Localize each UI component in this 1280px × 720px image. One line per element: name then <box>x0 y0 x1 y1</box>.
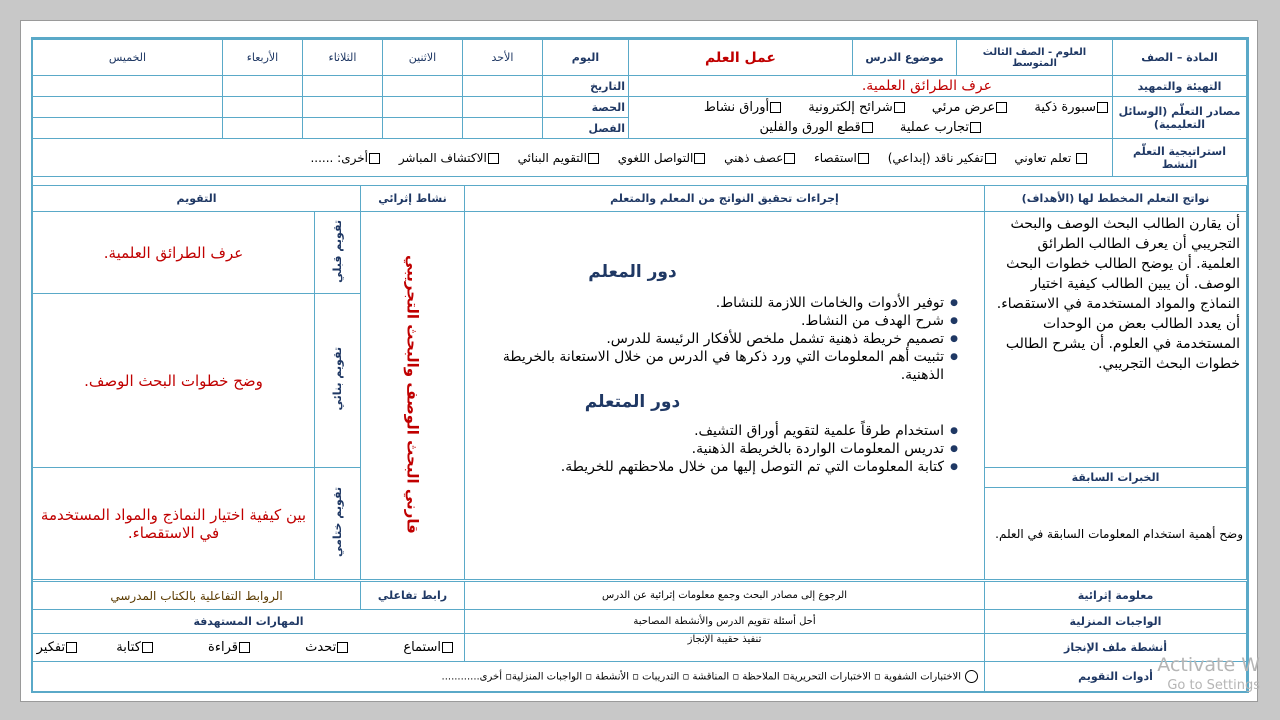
lesson-plan-frame <box>31 37 1249 693</box>
checkbox-icon[interactable] <box>970 122 981 133</box>
intro-label: التهيئة والتمهيد <box>1113 76 1247 97</box>
resources-label: مصادر التعلّم (الوسائل التعليمية) <box>1113 97 1247 139</box>
homework-label: الواجبات المنزلية <box>985 610 1247 634</box>
tools-text: الاختبارات الشفوية ▫ الاختبارات التحريرية▫ الملاحظة ▫ المناقشة ▫ التدريبات ▫ الأنشطة ▫ الواجبات المنزلية▫ أخرى............ <box>441 671 961 683</box>
assessment-label-final: تقويم ختامي <box>315 468 361 580</box>
resource-paper-foam[interactable]: قطع الورق والفلين <box>760 120 874 135</box>
checkbox-icon[interactable] <box>894 102 905 113</box>
assessment-label-pre: تقويم قبلي <box>315 212 361 294</box>
assessment-header: التقويم <box>33 186 361 212</box>
activation-watermark-settings: Go to Settings <box>1167 678 1260 693</box>
teacher-item: ● تثبيت أهم المعلومات التي ورد ذكرها في الدرس من خلال الاستعانة بالخريطة الذهنية. <box>485 348 944 384</box>
portfolio-text: تنفيذ حقيبة الإنجاز <box>465 634 985 662</box>
checkbox-icon[interactable] <box>239 642 250 653</box>
checkbox-icon[interactable] <box>369 153 380 164</box>
lesson-plan-sheet <box>20 20 1258 702</box>
interactive-link-text[interactable]: الروابط التفاعلية بالكتاب المدرسي <box>33 582 361 610</box>
strategies-list <box>32 139 1112 177</box>
strategy-language[interactable]: التواصل اللغوي <box>618 151 707 165</box>
checkbox-icon[interactable] <box>985 153 996 164</box>
skills-list <box>33 634 465 662</box>
checkbox-icon[interactable] <box>1076 153 1087 164</box>
prior-header: الخبرات السابقة <box>985 468 1247 488</box>
resource-smartboard[interactable]: سبورة ذكية <box>1034 100 1109 115</box>
day-wednesday: الأربعاء <box>222 40 302 76</box>
checkbox-icon[interactable] <box>488 153 499 164</box>
day-monday: الاثنين <box>382 40 462 76</box>
skill-reading[interactable]: قراءة <box>208 640 251 655</box>
procedures-header: إجراءات تحقيق النواتج من المعلم والمتعلم <box>465 186 985 212</box>
skill-writing[interactable]: كتابة <box>116 640 154 655</box>
teacher-item: ● تصميم خريطة ذهنية تشمل ملخص للأفكار الرئيسة للدرس. <box>485 330 944 348</box>
period-label: الحصة <box>542 97 628 118</box>
skills-label: المهارات المستهدفة <box>33 610 465 634</box>
outcomes-text: أن يقارن الطالب البحث الوصف والبحث التجريبي أن يعرف الطالب الطرائق العلمية. أن يوضح الطالب خطوات البحث الوصف. أن يبين الطالب كيفية اختيار النماذج والمواد المستخدمة في الاستقصاء. أن يعدد الطالب بعض من الوحدات المستخدمة في العلوم. أن يشرح الطالب خطوات البحث التجريبي. <box>985 212 1247 468</box>
skill-speaking[interactable]: تحدث <box>305 640 349 655</box>
main-table <box>32 185 1247 580</box>
teacher-item: ● شرح الهدف من النشاط. <box>485 312 944 330</box>
procedures-cell <box>465 212 985 580</box>
checkbox-icon[interactable] <box>442 642 453 653</box>
checkbox-icon[interactable] <box>694 153 705 164</box>
strategy-discovery[interactable]: الاكتشاف المباشر <box>399 151 500 165</box>
footer-table <box>32 581 1247 692</box>
classroom-label: الفصل <box>542 118 628 139</box>
radio-icon[interactable] <box>965 670 978 683</box>
learner-item: ● تدريس المعلومات الواردة بالخريطة الذهنية. <box>485 440 944 458</box>
lesson-topic-label: موضوع الدرس <box>853 40 957 76</box>
learner-item: ● كتابة المعلومات التي تم التوصل إليها من خلال ملاحظتهم للخريطة. <box>485 458 944 476</box>
outcomes-header: نواتج التعلم المخطط لها (الأهداف) <box>985 186 1247 212</box>
tools-label: أدوات التقويم <box>985 662 1247 692</box>
checkbox-icon[interactable] <box>784 153 795 164</box>
enrich-info-label: معلومة إثرائية <box>985 582 1247 610</box>
enrichment-text: قارني البحث الوصف والبحث التجريبي <box>403 254 422 534</box>
header-table <box>32 39 1247 177</box>
checkbox-icon[interactable] <box>770 102 781 113</box>
strategy-inquiry[interactable]: استقصاء <box>814 151 870 165</box>
teacher-role-list <box>485 294 960 384</box>
date-label: التاريخ <box>542 76 628 97</box>
strategy-formative[interactable]: التقويم البنائي <box>518 151 600 165</box>
activation-watermark: Activate W <box>1157 654 1260 676</box>
teacher-item: ● توفير الأدوات والخامات اللازمة للنشاط. <box>485 294 944 312</box>
learner-role-list <box>485 422 960 476</box>
day-sunday: الأحد <box>462 40 542 76</box>
checkbox-icon[interactable] <box>337 642 348 653</box>
assessment-text-formative: وضح خطوات البحث الوصف. <box>33 294 315 468</box>
checkbox-icon[interactable] <box>862 122 873 133</box>
strategy-cooperative[interactable]: تعلم تعاوني <box>1014 151 1088 165</box>
prior-text: وضح أهمية استخدام المعلومات السابقة في العلم. <box>985 488 1247 580</box>
teacher-role-title: دور المعلم <box>588 262 677 282</box>
subject-class-label: المادة – الصف <box>1113 40 1247 76</box>
resource-slides[interactable]: شرائح إلكترونية <box>808 100 905 115</box>
skill-listening[interactable]: استماع <box>403 640 454 655</box>
checkbox-icon[interactable] <box>858 153 869 164</box>
skill-thinking[interactable]: تفكير <box>37 640 78 655</box>
day-label: اليوم <box>542 40 628 76</box>
checkbox-icon[interactable] <box>66 642 77 653</box>
subject-class-value: العلوم - الصف الثالث المتوسط <box>957 40 1113 76</box>
resources-row-1 <box>628 97 1112 118</box>
resources-row-2 <box>628 118 1112 139</box>
checkbox-icon[interactable] <box>588 153 599 164</box>
enrichment-header: نشاط إثرائي <box>361 186 465 212</box>
assessment-label-formative: تقويم بنائي <box>315 294 361 468</box>
checkbox-icon[interactable] <box>142 642 153 653</box>
day-thursday: الخميس <box>32 40 222 76</box>
strategy-brainstorm[interactable]: عصف ذهني <box>724 151 796 165</box>
enrichment-cell <box>361 212 465 580</box>
assessment-text-final: بين كيفية اختيار النماذج والمواد المستخدمة في الاستقصاء. <box>33 468 315 580</box>
strategy-other[interactable]: أخرى: ...... <box>310 151 381 165</box>
resource-experiments[interactable]: تجارب عملية <box>900 120 982 135</box>
intro-value: عرف الطرائق العلمية. <box>628 76 1112 97</box>
lesson-topic-value: عمل العلم <box>628 40 852 76</box>
tools-cell <box>33 662 985 692</box>
homework-text: أحل أسئلة تقويم الدرس والأنشطة المصاحبة <box>465 610 985 634</box>
strategy-critical-thinking[interactable]: تفكير ناقد (إبداعي) <box>888 151 997 165</box>
learner-role-title: دور المتعلم <box>584 392 681 412</box>
enrich-info-text: الرجوع إلى مصادر البحث وجمع معلومات إثرائية عن الدرس <box>465 582 985 610</box>
checkbox-icon[interactable] <box>996 102 1007 113</box>
checkbox-icon[interactable] <box>1097 102 1108 113</box>
assessment-text-pre: عرف الطرائق العلمية. <box>33 212 315 294</box>
resource-visual-display[interactable]: عرض مرئي <box>932 100 1008 115</box>
day-tuesday: الثلاثاء <box>302 40 382 76</box>
interactive-link-label: رابط تفاعلي <box>361 582 465 610</box>
portfolio-label: أنشطة ملف الإنجاز <box>985 634 1247 662</box>
resource-worksheets[interactable]: أوراق نشاط <box>704 100 782 115</box>
strategies-label: استراتيجية التعلّم النشط <box>1113 139 1247 177</box>
learner-item: ● استخدام طرقاً علمية لتقويم أوراق التشيف. <box>485 422 944 440</box>
